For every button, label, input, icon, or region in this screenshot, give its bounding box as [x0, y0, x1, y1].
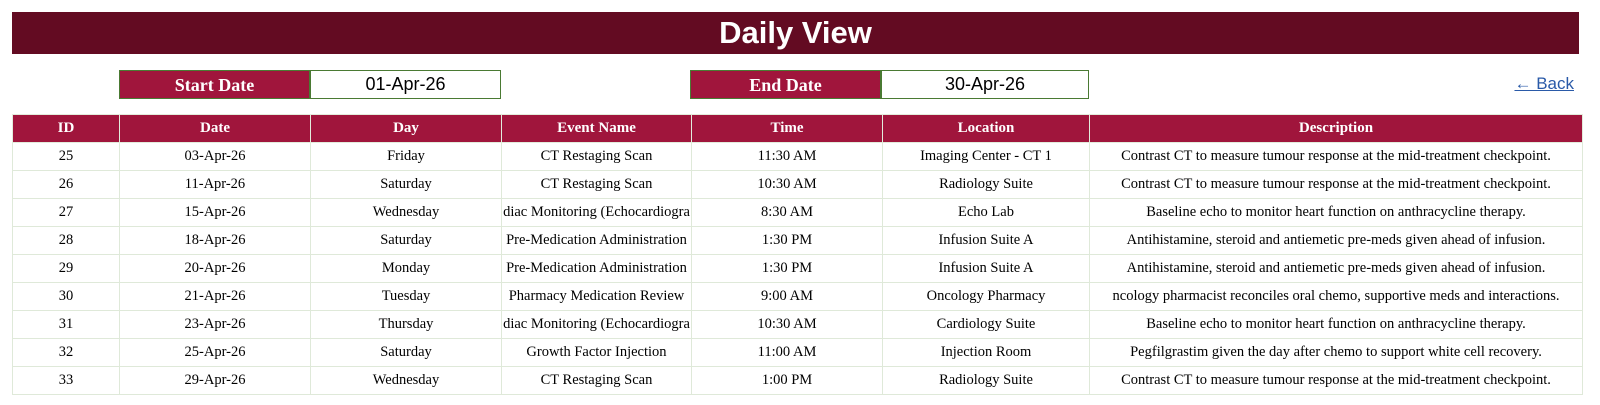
cell-date[interactable]: 23-Apr-26 [120, 311, 311, 339]
cell-description[interactable]: Contrast CT to measure tumour response at the mid-treatment checkpoint. [1090, 367, 1583, 395]
column-header-description[interactable]: Description [1090, 115, 1583, 143]
cell-id[interactable]: 25 [13, 143, 120, 171]
cell-event-name[interactable]: diac Monitoring (Echocardiogra [502, 199, 692, 227]
cell-day[interactable]: Saturday [311, 227, 502, 255]
cell-time[interactable]: 10:30 AM [692, 171, 883, 199]
cell-time[interactable]: 10:30 AM [692, 311, 883, 339]
cell-description[interactable]: ncology pharmacist reconciles oral chemo, supportive meds and interactions. [1090, 283, 1583, 311]
cell-id[interactable]: 29 [13, 255, 120, 283]
table-row[interactable] [13, 283, 1583, 311]
cell-event-name[interactable]: Pre-Medication Administration [502, 255, 692, 283]
cell-date[interactable]: 15-Apr-26 [120, 199, 311, 227]
cell-description[interactable]: Contrast CT to measure tumour response at the mid-treatment checkpoint. [1090, 143, 1583, 171]
table-row[interactable] [13, 199, 1583, 227]
cell-event-name[interactable]: diac Monitoring (Echocardiogra [502, 311, 692, 339]
column-header-location[interactable]: Location [883, 115, 1090, 143]
cell-location[interactable]: Cardiology Suite [883, 311, 1090, 339]
cell-id[interactable]: 33 [13, 367, 120, 395]
table-row[interactable] [13, 339, 1583, 367]
cell-event-name[interactable]: CT Restaging Scan [502, 171, 692, 199]
table-row[interactable] [13, 311, 1583, 339]
cell-day[interactable]: Thursday [311, 311, 502, 339]
cell-description[interactable]: Pegfilgrastim given the day after chemo to support white cell recovery. [1090, 339, 1583, 367]
cell-id[interactable]: 26 [13, 171, 120, 199]
cell-date[interactable]: 03-Apr-26 [120, 143, 311, 171]
cell-event-name[interactable]: Pharmacy Medication Review [502, 283, 692, 311]
cell-day[interactable]: Saturday [311, 339, 502, 367]
cell-location[interactable]: Infusion Suite A [883, 255, 1090, 283]
cell-description[interactable]: Antihistamine, steroid and antiemetic pre-meds given ahead of infusion. [1090, 227, 1583, 255]
cell-id[interactable]: 32 [13, 339, 120, 367]
column-header-id[interactable]: ID [13, 115, 120, 143]
cell-day[interactable]: Tuesday [311, 283, 502, 311]
cell-event-name[interactable]: CT Restaging Scan [502, 143, 692, 171]
cell-location[interactable]: Injection Room [883, 339, 1090, 367]
cell-day[interactable]: Wednesday [311, 367, 502, 395]
cell-time[interactable]: 9:00 AM [692, 283, 883, 311]
table-row[interactable] [13, 227, 1583, 255]
cell-date[interactable]: 21-Apr-26 [120, 283, 311, 311]
cell-id[interactable]: 27 [13, 199, 120, 227]
cell-event-name[interactable]: CT Restaging Scan [502, 367, 692, 395]
cell-event-name[interactable]: Pre-Medication Administration [502, 227, 692, 255]
cell-description[interactable]: Contrast CT to measure tumour response at the mid-treatment checkpoint. [1090, 171, 1583, 199]
end-date-field[interactable]: 30-Apr-26 [881, 70, 1089, 99]
column-header-date[interactable]: Date [120, 115, 311, 143]
start-date-label: Start Date [119, 70, 310, 99]
cell-id[interactable]: 30 [13, 283, 120, 311]
cell-day[interactable]: Wednesday [311, 199, 502, 227]
table-row[interactable] [13, 171, 1583, 199]
cell-time[interactable]: 1:30 PM [692, 227, 883, 255]
cell-time[interactable]: 11:30 AM [692, 143, 883, 171]
cell-id[interactable]: 28 [13, 227, 120, 255]
page-title: Daily View [12, 12, 1579, 54]
cell-time[interactable]: 11:00 AM [692, 339, 883, 367]
events-table [12, 114, 1583, 395]
cell-location[interactable]: Radiology Suite [883, 171, 1090, 199]
cell-location[interactable]: Echo Lab [883, 199, 1090, 227]
cell-date[interactable]: 25-Apr-26 [120, 339, 311, 367]
cell-day[interactable]: Monday [311, 255, 502, 283]
cell-location[interactable]: Imaging Center - CT 1 [883, 143, 1090, 171]
cell-day[interactable]: Friday [311, 143, 502, 171]
table-row[interactable] [13, 255, 1583, 283]
cell-event-name[interactable]: Growth Factor Injection [502, 339, 692, 367]
column-header-day[interactable]: Day [311, 115, 502, 143]
cell-time[interactable]: 1:00 PM [692, 367, 883, 395]
end-date-label: End Date [690, 70, 881, 99]
column-header-time[interactable]: Time [692, 115, 883, 143]
cell-location[interactable]: Radiology Suite [883, 367, 1090, 395]
cell-location[interactable]: Oncology Pharmacy [883, 283, 1090, 311]
table-header-row [13, 115, 1583, 143]
cell-time[interactable]: 8:30 AM [692, 199, 883, 227]
cell-location[interactable]: Infusion Suite A [883, 227, 1090, 255]
cell-day[interactable]: Saturday [311, 171, 502, 199]
cell-description[interactable]: Baseline echo to monitor heart function on anthracycline therapy. [1090, 199, 1583, 227]
start-date-field[interactable]: 01-Apr-26 [310, 70, 501, 99]
back-link[interactable]: ← Back [1514, 74, 1574, 93]
table-row[interactable] [13, 143, 1583, 171]
cell-date[interactable]: 20-Apr-26 [120, 255, 311, 283]
column-header-event-name[interactable]: Event Name [502, 115, 692, 143]
cell-time[interactable]: 1:30 PM [692, 255, 883, 283]
cell-description[interactable]: Antihistamine, steroid and antiemetic pre-meds given ahead of infusion. [1090, 255, 1583, 283]
table-row[interactable] [13, 367, 1583, 395]
cell-description[interactable]: Baseline echo to monitor heart function on anthracycline therapy. [1090, 311, 1583, 339]
cell-date[interactable]: 11-Apr-26 [120, 171, 311, 199]
cell-date[interactable]: 29-Apr-26 [120, 367, 311, 395]
cell-id[interactable]: 31 [13, 311, 120, 339]
cell-date[interactable]: 18-Apr-26 [120, 227, 311, 255]
